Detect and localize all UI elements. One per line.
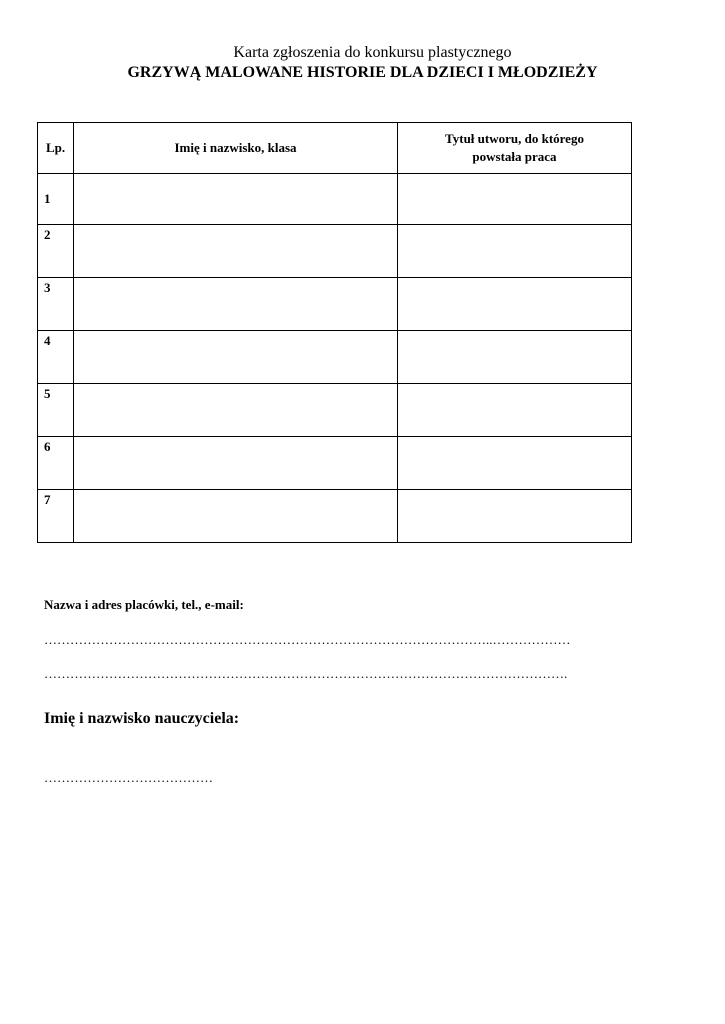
header-work-title-line2: powstała praca <box>472 149 557 164</box>
header-work-title <box>398 123 632 174</box>
form-title: GRZYWĄ MALOWANE HISTORIE DLA DZIECI I MŁODZIEŻY <box>127 64 598 81</box>
table-row <box>38 174 632 225</box>
row-number: 3 <box>38 278 74 331</box>
teacher-name-line[interactable]: ………………………………… <box>44 770 213 785</box>
name-cell[interactable] <box>74 174 398 225</box>
row-number: 5 <box>38 384 74 437</box>
work-title-cell[interactable] <box>398 225 632 278</box>
teacher-label: Imię i nazwisko nauczyciela: <box>44 710 240 727</box>
institution-line-2[interactable]: …………………………………………………………………………………………………………. <box>44 666 568 681</box>
table-row <box>38 278 632 331</box>
row-number: 6 <box>38 437 74 490</box>
row-number: 4 <box>38 331 74 384</box>
table-header-row <box>38 123 632 174</box>
work-title-cell[interactable] <box>398 437 632 490</box>
table-row <box>38 490 632 543</box>
row-number: 2 <box>38 225 74 278</box>
table-row <box>38 384 632 437</box>
header-lp: Lp. <box>38 123 74 174</box>
table-row <box>38 331 632 384</box>
entries-table <box>37 122 632 543</box>
name-cell[interactable] <box>74 225 398 278</box>
work-title-cell[interactable] <box>398 331 632 384</box>
name-cell[interactable] <box>74 490 398 543</box>
work-title-cell[interactable] <box>398 174 632 225</box>
work-title-cell[interactable] <box>398 278 632 331</box>
form-subtitle: Karta zgłoszenia do konkursu plastycznego <box>233 44 512 61</box>
table-row <box>38 437 632 490</box>
header-name-class: Imię i nazwisko, klasa <box>74 123 398 174</box>
header-work-title-line1: Tytuł utworu, do którego <box>445 131 584 146</box>
institution-line-1[interactable]: …………………………………………………………………………………………..……………… <box>44 632 571 647</box>
name-cell[interactable] <box>74 437 398 490</box>
row-number: 1 <box>38 174 74 225</box>
name-cell[interactable] <box>74 278 398 331</box>
work-title-cell[interactable] <box>398 384 632 437</box>
institution-label: Nazwa i adres placówki, tel., e-mail: <box>44 597 244 612</box>
name-cell[interactable] <box>74 331 398 384</box>
row-number: 7 <box>38 490 74 543</box>
table-row <box>38 225 632 278</box>
name-cell[interactable] <box>74 384 398 437</box>
work-title-cell[interactable] <box>398 490 632 543</box>
